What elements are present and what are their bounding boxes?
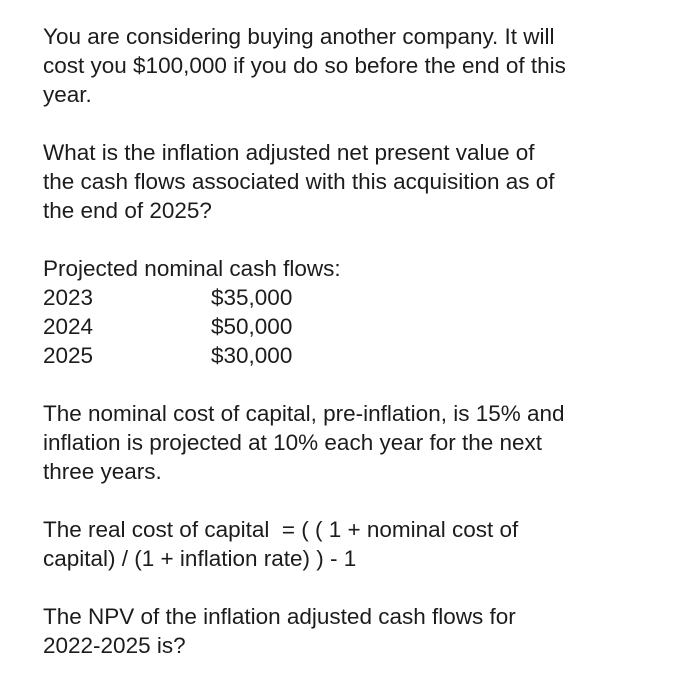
cash-flows-heading: Projected nominal cash flows:	[43, 256, 341, 281]
cash-flows-table	[43, 283, 663, 370]
cash-flow-row	[43, 312, 663, 341]
formula-line: capital) / (1 + inflation rate) ) - 1	[43, 546, 357, 571]
cash-flow-year: 2024	[43, 314, 94, 339]
formula-line: The real cost of capital = ( ( 1 + nominal cost of	[43, 517, 519, 542]
intro-line: You are considering buying another company. It will	[43, 24, 555, 49]
cost-of-capital-paragraph	[43, 399, 663, 486]
cost-of-capital-line: The nominal cost of capital, pre-inflation, is 15% and	[43, 401, 565, 426]
question-paragraph	[43, 138, 663, 225]
intro-line: year.	[43, 82, 92, 107]
question-line: the end of 2025?	[43, 198, 212, 223]
question-line: the cash flows associated with this acquisition as of	[43, 169, 555, 194]
formula-paragraph	[43, 515, 663, 573]
question-document	[43, 22, 663, 660]
cash-flow-amount: $35,000	[211, 285, 293, 310]
cash-flow-year: 2025	[43, 343, 94, 368]
intro-line: cost you $100,000 if you do so before the end of this	[43, 53, 566, 78]
cash-flow-row	[43, 283, 663, 312]
npv-question-paragraph	[43, 602, 663, 660]
question-line: What is the inflation adjusted net present value of	[43, 140, 535, 165]
cost-of-capital-line: inflation is projected at 10% each year for the next	[43, 430, 543, 455]
cash-flow-year: 2023	[43, 285, 94, 310]
cash-flow-amount: $50,000	[211, 314, 293, 339]
npv-question-line: The NPV of the inflation adjusted cash flows for	[43, 604, 516, 629]
cash-flow-amount: $30,000	[211, 343, 293, 368]
cost-of-capital-line: three years.	[43, 459, 162, 484]
cash-flow-row	[43, 341, 663, 370]
intro-paragraph	[43, 22, 663, 109]
npv-question-line: 2022-2025 is?	[43, 633, 186, 658]
